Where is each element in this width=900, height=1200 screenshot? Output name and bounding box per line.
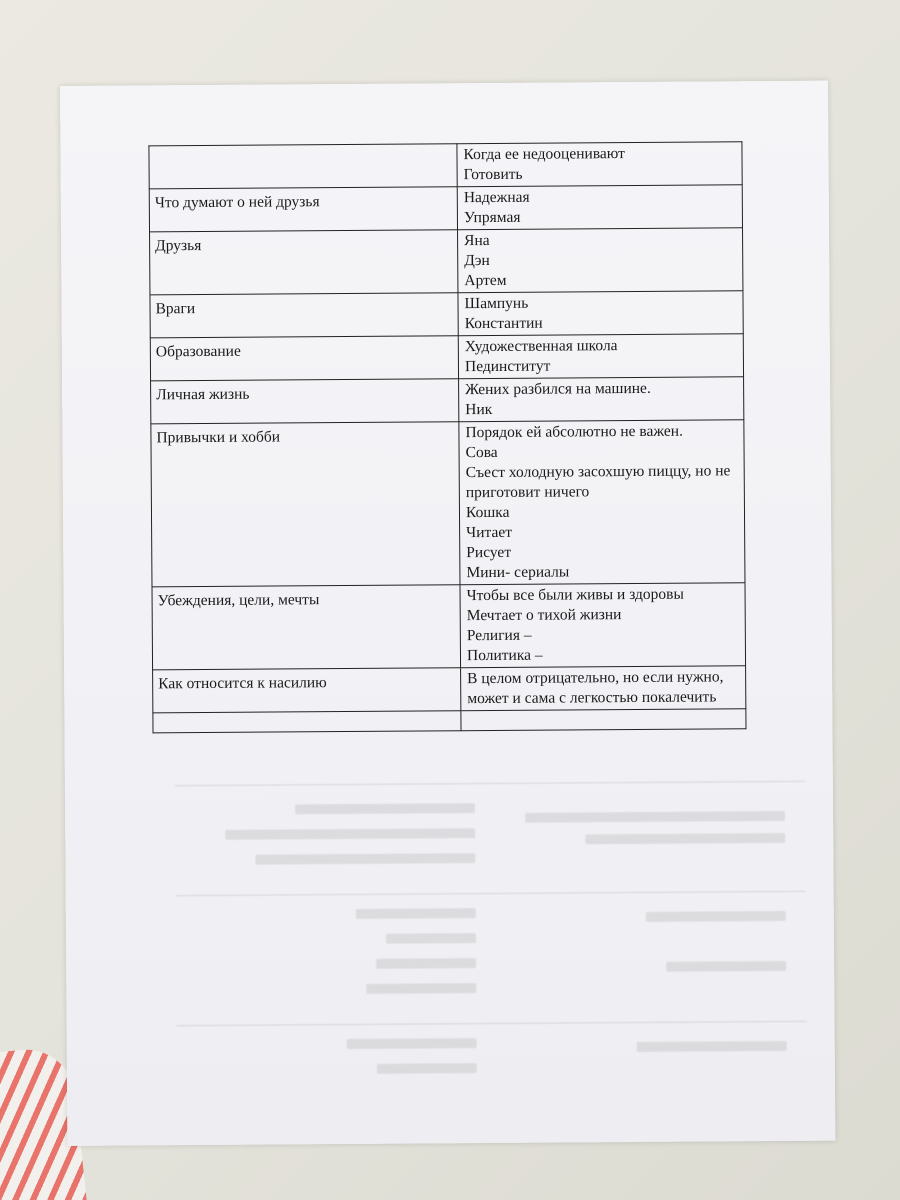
value-line: Упрямая (463, 208, 521, 227)
row-value (459, 377, 744, 422)
row-value (457, 142, 742, 187)
value-line: Художественная школа (464, 337, 618, 356)
table-row (150, 228, 743, 295)
value-line: Шампунь (464, 294, 529, 313)
value-line: Кошка (465, 503, 510, 522)
value-line: Съест холодную засохшую пиццу, но не приготовит ничего (465, 462, 731, 502)
value-line: Ник (465, 400, 493, 419)
value-line: Пединститут (464, 357, 551, 376)
value-line: Политика – (466, 646, 543, 665)
value-line: Когда ее недооценивают (463, 145, 625, 164)
character-profile-table (148, 141, 746, 733)
row-value (458, 291, 743, 336)
value-line: В целом отрицательно, но если нужно, может и сама с легкостью покалечить (467, 668, 724, 708)
table-row (149, 185, 742, 232)
value-line: Яна (464, 232, 490, 250)
row-label: Убеждения, цели, мечты (152, 585, 461, 670)
table-row (149, 142, 742, 189)
value-line: Рисует (466, 543, 512, 562)
row-value (458, 228, 743, 293)
table-row (153, 666, 746, 713)
row-label: Личная жизнь (151, 379, 459, 424)
paper-sheet (60, 81, 835, 1146)
row-label: Как относится к насилию (153, 668, 461, 713)
value-line: Читает (466, 523, 513, 542)
value-line: Артем (464, 271, 507, 290)
row-value (457, 185, 742, 230)
value-line: Константин (464, 314, 543, 333)
row-value (459, 420, 745, 585)
value-line: Мечтает о тихой жизни (466, 606, 622, 625)
table-row (153, 709, 746, 733)
table-row (152, 583, 746, 670)
row-label (153, 711, 461, 733)
row-label: Что думают о ней друзья (149, 187, 457, 232)
row-label: Друзья (150, 230, 458, 295)
table-row (150, 334, 743, 381)
row-value (461, 666, 746, 711)
row-value (458, 334, 743, 379)
row-value (461, 709, 746, 731)
value-line: Готовить (463, 165, 523, 184)
table-row (151, 420, 745, 587)
value-line: Порядок ей абсолютно не важен. (465, 422, 683, 442)
table-row (150, 291, 743, 338)
show-through-text (175, 771, 807, 1115)
row-value (460, 583, 746, 668)
row-label: Образование (150, 336, 458, 381)
value-line: Религия – (466, 626, 532, 645)
row-label: Привычки и хобби (151, 422, 460, 587)
row-label (149, 144, 457, 189)
value-line: Надежная (463, 188, 530, 207)
table-row (151, 377, 744, 424)
row-label: Враги (150, 293, 458, 338)
value-line: Дэн (464, 252, 490, 270)
value-line: Чтобы все были живы и здоровы (466, 585, 684, 605)
value-line: Мини- сериалы (466, 563, 570, 582)
value-line: Жених разбился на машине. (465, 379, 651, 399)
value-line: Сова (465, 443, 498, 462)
